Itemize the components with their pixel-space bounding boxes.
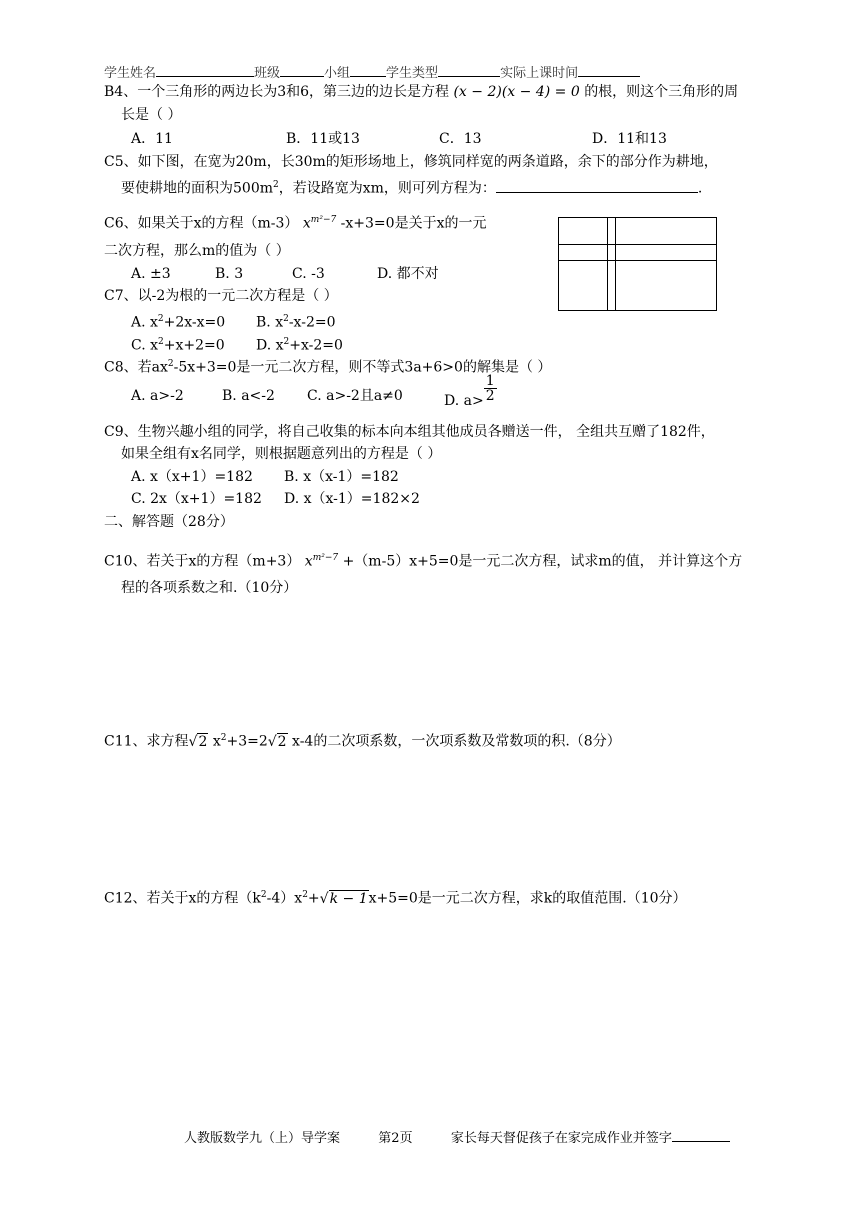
c8-option-d[interactable]: D. a> $\frac{1}{2}$ (444, 373, 495, 409)
question-c9-line2: 如果全组有x名同学，则根据题意列出的方程是（ ） (121, 446, 442, 462)
b4-option-b[interactable]: B．11或13 (286, 131, 360, 147)
type-label: 学生类型 (386, 66, 439, 81)
footer-page: 第2页 (378, 1131, 413, 1146)
question-b4-line2: 长是（ ） (121, 107, 182, 123)
horizontal-road-edge-top (559, 244, 716, 245)
time-label: 实际上课时间 (500, 66, 579, 81)
c5-period: . (697, 180, 703, 197)
question-c12: C12、若关于x的方程$(k^2-4)x^2+√k - 1x+5=0$是一元二次方程，求k的取值范围.（10分） (104, 890, 687, 907)
group-blank (350, 62, 386, 77)
question-c7: C7、以-2为根的一元二次方程是（ ） (104, 288, 338, 304)
group-label: 小组 (324, 66, 351, 81)
question-c6-line2: 二次方程，那么m的值为（ ） (104, 243, 290, 259)
c6-option-a[interactable]: A. ±3 (131, 266, 171, 282)
signature-blank[interactable] (672, 1127, 730, 1142)
c10-exponent: m²−7 (312, 553, 339, 563)
b4-equation: (x − 2)(x − 4) = 0 (453, 84, 580, 100)
question-c11: C11、求方程√2 $x^2+3=2√2$ x-4的二次项系数，一次项系数及常数项的积.（8分） (104, 733, 621, 750)
footer (184, 1127, 730, 1146)
question-c5-line1: C5、如下图，在宽为20m，长30m的矩形场地上，修筑同样宽的两条道路，余下的部分作为耕地， (104, 154, 718, 170)
student-info-header (104, 62, 640, 81)
c6-option-c[interactable]: C. -3 (292, 266, 325, 282)
question-c9-line1: C9、生物兴趣小组的同学，将自己收集的标本向本组其他成员各赠送一件， 全组共互赠了182件， (104, 424, 715, 440)
c11-sqrt-2: √2 (267, 733, 287, 750)
b4-option-c[interactable]: C．13 (439, 131, 482, 147)
c10-base: x (304, 553, 313, 570)
c6-text: C6、如果关于x的方程（m-3） (104, 215, 299, 232)
question-c10-line1 (104, 548, 742, 572)
name-blank (156, 62, 254, 77)
b4-text-post: 的根，则这个三角形的周 (584, 84, 739, 100)
c8-fraction: $\frac{1}{2}$ (485, 373, 495, 404)
c6-base: x (302, 215, 311, 232)
c8-option-a[interactable]: A. a>-2 (131, 388, 184, 404)
c12-text-post: x+5=0是一元二次方程，求k的取值范围.（10分） (368, 890, 687, 907)
question-c5-line2 (121, 175, 702, 199)
vertical-road-edge-right (615, 218, 616, 310)
c7-option-d[interactable]: D. $x^2+x-2=0$ (256, 337, 343, 354)
name-label: 学生姓名 (104, 66, 157, 81)
b4-option-d[interactable]: D．11和13 (592, 131, 667, 147)
rectangle-field-diagram (558, 217, 717, 311)
c8-text-post: -5x+3=0是一元二次方程，则不等式3a+6>0的解集是（ ） (173, 359, 552, 376)
footer-note: 家长每天督促孩子在家完成作业并签字 (450, 1131, 672, 1146)
c9-option-b[interactable]: B. x（x-1）=182 (284, 469, 399, 485)
c6-exponent: m²−7 (310, 215, 337, 225)
c8-option-c[interactable]: C. a>-2且a≠0 (307, 388, 403, 404)
c9-option-d[interactable]: D. x（x-1）=182×2 (284, 491, 420, 507)
c5-text-post: ，若设路宽为xm，则可列方程为： (278, 180, 496, 197)
c6-option-d[interactable]: D. 都不对 (377, 266, 439, 282)
b4-option-a[interactable]: A．11 (131, 131, 173, 147)
c8-sup: 2 (167, 359, 174, 369)
c9-option-c[interactable]: C. 2x（x+1）=182 (131, 491, 262, 507)
c11-sqrt-1: √2 (188, 733, 208, 750)
c8-text: C8、若ax (104, 359, 168, 376)
c10-text: C10、若关于x的方程（m+3） (104, 553, 301, 570)
c7-option-b[interactable]: B. $x^2-x-2=0$ (256, 314, 336, 331)
b4-text: B4、一个三角形的两边长为3和6，第三边的边长是方程 (104, 84, 450, 100)
class-blank (280, 62, 324, 77)
c8-option-b[interactable]: B. a<-2 (222, 388, 275, 404)
c7-option-a[interactable]: A. $x^2+2x-x=0$ (131, 314, 226, 331)
c5-text: 要使耕地的面积为500m (121, 180, 273, 197)
c6-option-b[interactable]: B. 3 (215, 266, 244, 282)
question-b4-line1 (104, 82, 738, 102)
c5-answer-blank[interactable] (496, 178, 698, 193)
c10-text-post: +（m-5）x+5=0是一元二次方程，试求m的值， 并计算这个方 (342, 553, 743, 570)
type-blank (438, 62, 500, 77)
c12-sqrt: √k − 1 (319, 890, 368, 907)
c6-text-post: -x+3=0是关于x的一元 (340, 215, 487, 232)
c11-text: C11、求方程 (104, 733, 189, 750)
c5-sup: 2 (273, 180, 279, 190)
horizontal-road-edge-bottom (559, 260, 716, 261)
c11-text-post: x-4的二次项系数，一次项系数及常数项的积.（8分） (292, 733, 621, 750)
time-blank (578, 62, 640, 77)
class-label: 班级 (254, 66, 281, 81)
question-c10-line2: 程的各项系数之和.（10分） (121, 580, 298, 596)
footer-book: 人教版数学九（上）导学案 (184, 1131, 341, 1146)
vertical-road-edge-left (607, 218, 608, 310)
c12-text: C12、若关于x的方程（k (104, 890, 261, 907)
section-heading-solutions: 二、解答题（28分） (104, 514, 234, 530)
c9-option-a[interactable]: A. x（x+1）=182 (131, 469, 253, 485)
question-c6-line1 (104, 210, 486, 234)
c7-option-c[interactable]: C. $x^2+x+2=0$ (131, 337, 225, 354)
